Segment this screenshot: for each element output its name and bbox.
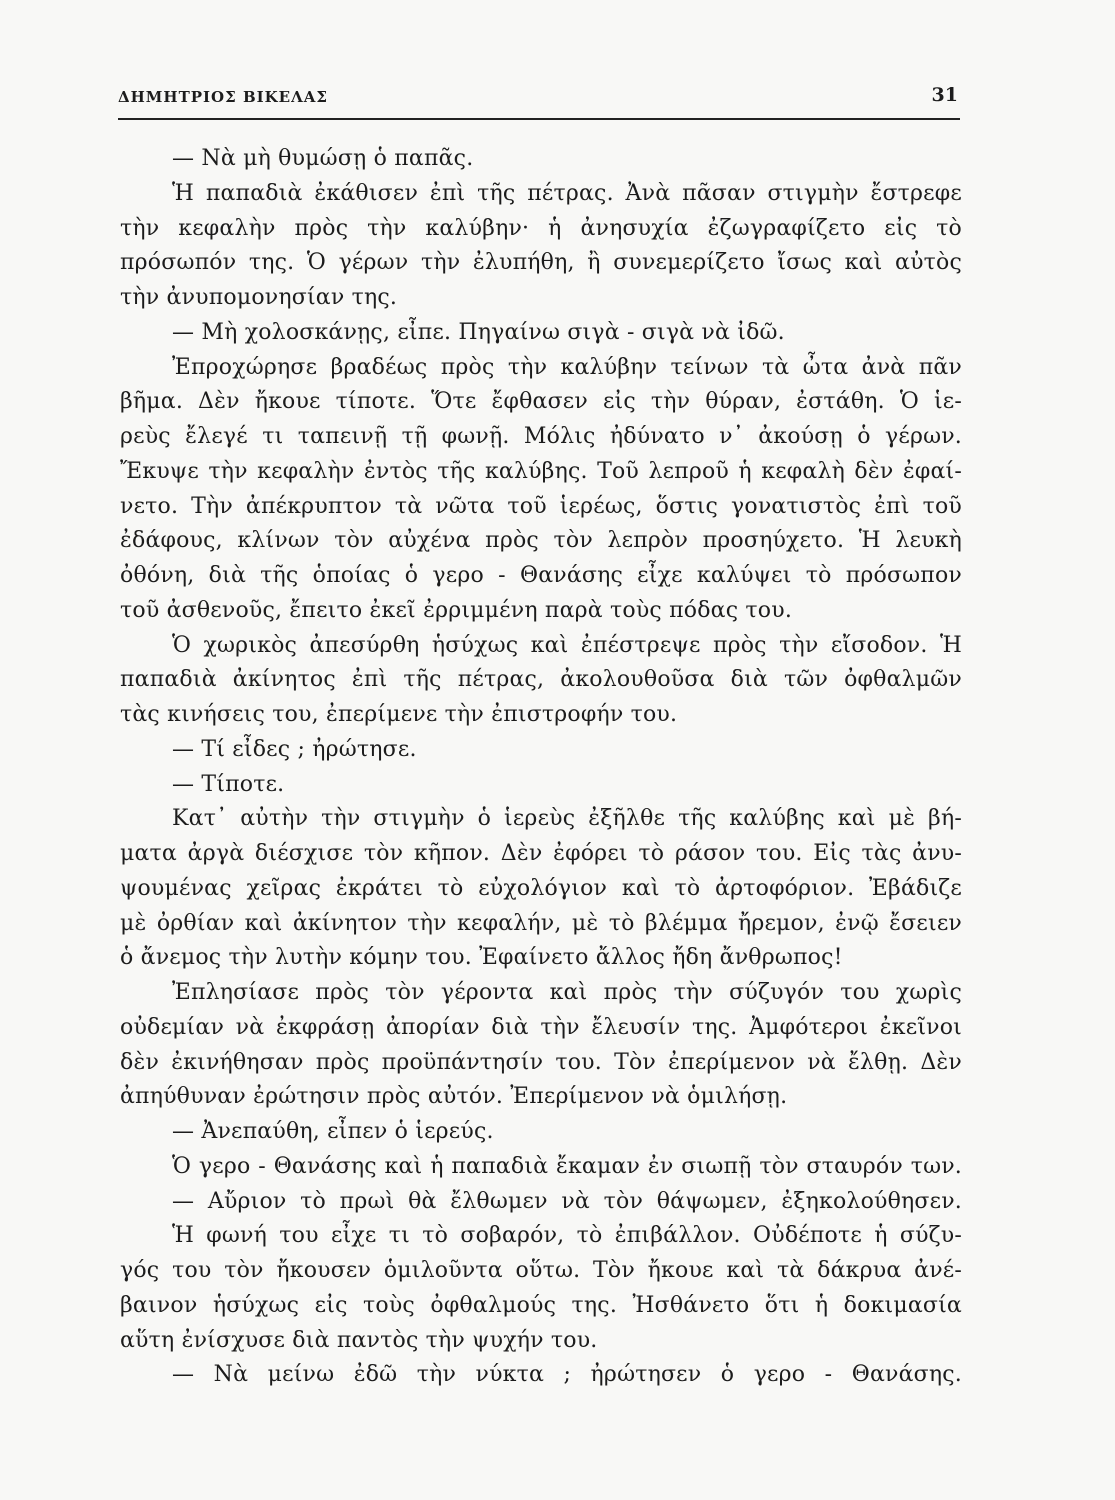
running-header (118, 82, 958, 116)
running-header-author: ΔΗΜΗΤΡΙΟΣ ΒΙΚΕΛΑΣ (118, 88, 328, 106)
text-line: τοῦ ἀσθενοῦς, ἔπειτο ἐκεῖ ἐρριμμένη παρὰ τοὺς πόδας του. (120, 597, 793, 623)
page-number: 31 (931, 84, 958, 106)
text-line: ψουμένας χεῖρας ἐκράτει τὸ εὐχολόγιον καὶ τὸ ἀρτοφόριον. Ἐβάδιζε (120, 875, 962, 901)
text-line: ὀθόνη, διὰ τῆς ὁποίας ὁ γερο - Θανάσης εἶχε καλύψει τὸ πρόσωπον (120, 563, 962, 588)
text-line: — Νὰ μὴ θυμώσῃ ὁ παπᾶς. (172, 146, 474, 171)
text-line: οὐδεμίαν νὰ ἐκφράσῃ ἀπορίαν διὰ τὴν ἔλευσίν της. Ἀμφότεροι ἐκεῖνοι (120, 1014, 962, 1040)
text-line: Ἐπροχώρησε βραδέως πρὸς τὴν καλύβην τείνων τὰ ὦτα ἀνὰ πᾶν (172, 354, 962, 380)
text-line: πρόσωπόν της. Ὁ γέρων τὴν ἐλυπήθη, ἢ συνεμερίζετο ἴσως καὶ αὐτὸς (120, 250, 962, 276)
text-line: Ὁ χωρικὸς ἀπεσύρθη ἡσύχως καὶ ἐπέστρεψε πρὸς τὴν εἴσοδον. Ἡ (172, 632, 962, 658)
text-line: παπαδιὰ ἀκίνητος ἐπὶ τῆς πέτρας, ἀκολουθοῦσα διὰ τῶν ὀφθαλμῶν (120, 667, 962, 693)
text-line: Ἐπλησίασε πρὸς τὸν γέροντα καὶ πρὸς τὴν σύζυγόν του χωρὶς (172, 980, 962, 1005)
header-rule (118, 118, 960, 120)
text-line: βῆμα. Δὲν ἤκουε τίποτε. Ὅτε ἔφθασεν εἰς τὴν θύραν, ἐστάθη. Ὁ ἱε- (120, 389, 962, 415)
text-line: — Μὴ χολοσκάνῃς, εἶπε. Πηγαίνω σιγὰ - σιγὰ νὰ ἰδῶ. (172, 319, 785, 345)
text-line: — Τί εἶδες ; ἠρώτησε. (172, 736, 417, 762)
text-line: Ὁ γερο - Θανάσης καὶ ἡ παπαδιὰ ἔκαμαν ἐν σιωπῇ τὸν σταυρόν των. (172, 1153, 962, 1179)
text-line: Κατ᾽ αὐτὴν τὴν στιγμὴν ὁ ἱερεὺς ἐξῆλθε τῆς καλύβης καὶ μὲ βή- (172, 806, 962, 832)
text-line: — Τίποτε. (172, 771, 285, 797)
text-line: τὰς κινήσεις του, ἐπερίμενε τὴν ἐπιστροφήν του. (120, 702, 678, 727)
text-line: βαινον ἡσύχως εἰς τοὺς ὀφθαλμούς της. Ἠσθάνετο ὅτι ἡ δοκιμασία (120, 1292, 962, 1318)
text-line: — Αὔριον τὸ πρωὶ θὰ ἔλθωμεν νὰ τὸν θάψωμεν, ἐξηκολούθησεν. (172, 1188, 962, 1214)
text-line: ὁ ἄνεμος τὴν λυτὴν κόμην του. Ἐφαίνετο ἄλλος ἤδη ἄνθρωπος! (120, 945, 843, 971)
text-line: ρεὺς ἔλεγέ τι ταπεινῇ τῇ φωνῇ. Μόλις ἠδύνατο ν᾽ ἀκούσῃ ὁ γέρων. (120, 424, 962, 449)
text-line: — Ἀνεπαύθη, εἶπεν ὁ ἱερεύς. (172, 1119, 494, 1144)
text-line: ματα ἀργὰ διέσχισε τὸν κῆπον. Δὲν ἐφόρει τὸ ράσον του. Εἰς τὰς ἀνυ- (120, 841, 962, 866)
text-line: δὲν ἐκινήθησαν πρὸς προϋπάντησίν του. Τὸν ἐπερίμενον νὰ ἔλθῃ. Δὲν (120, 1049, 962, 1075)
text-line: τὴν κεφαλὴν πρὸς τὴν καλύβην· ἡ ἀνησυχία ἐζωγραφίζετο εἰς τὸ (120, 215, 962, 241)
text-line: γός του τὸν ἤκουσεν ὁμιλοῦντα οὕτω. Τὸν ἤκουε καὶ τὰ δάκρυα ἀνέ- (120, 1258, 962, 1283)
body-text (120, 142, 962, 1393)
text-line: μὲ ὀρθίαν καὶ ἀκίνητον τὴν κεφαλήν, μὲ τὸ βλέμμα ἤρεμον, ἐνῷ ἔσειεν (120, 910, 962, 936)
text-line: νετο. Τὴν ἀπέκρυπτον τὰ νῶτα τοῦ ἱερέως, ὅστις γονατιστὸς ἐπὶ τοῦ (120, 493, 962, 519)
text-line: ἐδάφους, κλίνων τὸν αὐχένα πρὸς τὸν λεπρὸν προσηύχετο. Ἡ λευκὴ (120, 528, 962, 554)
text-line: τὴν ἀνυπομονησίαν της. (120, 285, 398, 310)
text-line: Ἡ φωνή του εἶχε τι τὸ σοβαρόν, τὸ ἐπιβάλλον. Οὐδέποτε ἡ σύζυ- (172, 1223, 962, 1249)
text-line: Ἡ παπαδιὰ ἐκάθισεν ἐπὶ τῆς πέτρας. Ἀνὰ πᾶσαν στιγμὴν ἔστρεφε (172, 180, 962, 206)
text-line: ἀπηύθυναν ἐρώτησιν πρὸς αὐτόν. Ἐπερίμενον νὰ ὁμιλήσῃ. (120, 1084, 788, 1110)
text-line: Ἔκυψε τὴν κεφαλὴν ἐντὸς τῆς καλύβης. Τοῦ λεπροῦ ἡ κεφαλὴ δὲν ἐφαί- (120, 458, 962, 484)
text-line: αὕτη ἐνίσχυσε διὰ παντὸς τὴν ψυχήν του. (120, 1327, 598, 1353)
text-line: — Νὰ μείνω ἐδῶ τὴν νύκτα ; ἠρώτησεν ὁ γερο - Θανάσης. (172, 1362, 962, 1388)
